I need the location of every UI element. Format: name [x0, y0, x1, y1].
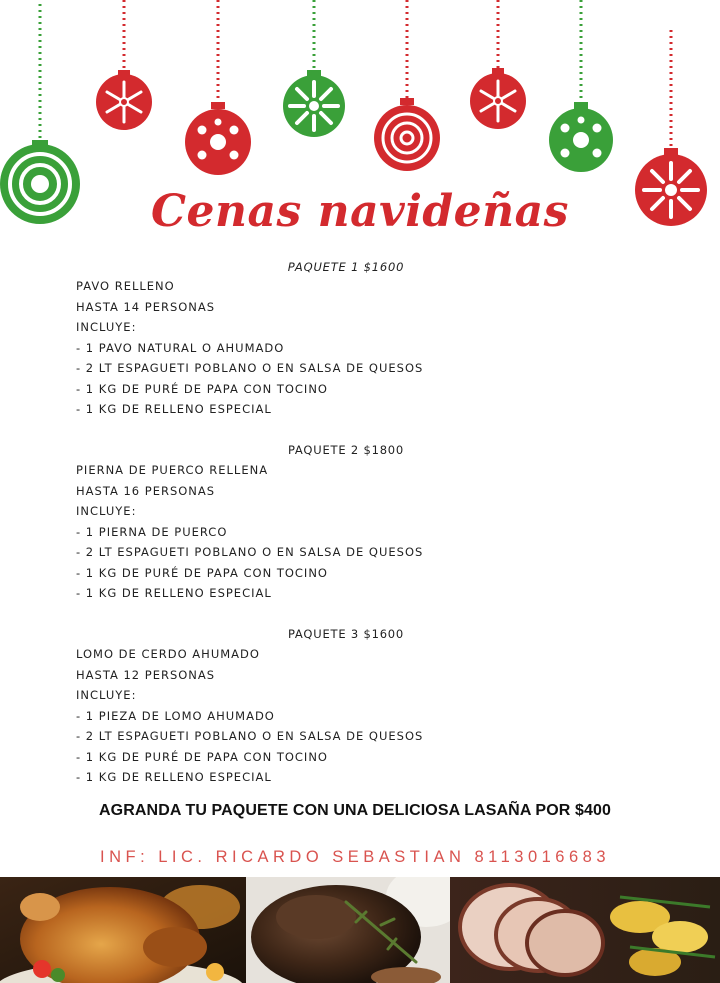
package-line: - 1 KG DE PURÉ DE PAPA CON TOCINO [76, 565, 328, 580]
red-snowflake-ornament-icon [470, 0, 526, 129]
package-line: INCLUYE: [76, 504, 137, 518]
roast-turkey-photo [0, 877, 246, 983]
package-3-details [76, 644, 423, 788]
red-dotted-ornament-icon [185, 0, 251, 175]
package-line: - 1 KG DE PURÉ DE PAPA CON TOCINO [76, 749, 328, 764]
package-line: PIERNA DE PUERCO RELLENA [76, 463, 269, 477]
package-line: - 1 PAVO NATURAL O AHUMADO [76, 340, 285, 355]
package-line: INCLUYE: [76, 688, 137, 702]
red-target-ornament-icon [374, 0, 440, 171]
package-2-header: PAQUETE 2 $1800 [287, 443, 405, 457]
package-1-header: PAQUETE 1 $1600 [287, 260, 405, 274]
package-line: - 2 LT ESPAGUETI POBLANO O EN SALSA DE QUESOS [76, 545, 424, 559]
contact-info: INF: LIC. RICARDO SEBASTIAN 8113016683 [100, 848, 610, 866]
package-line: - 1 KG DE RELLENO ESPECIAL [76, 402, 272, 416]
package-1-details [76, 276, 423, 420]
green-star-ornament-icon [283, 0, 345, 137]
green-dotted-ornament-icon [549, 0, 613, 172]
smoked-pork-loin-photo [450, 877, 720, 983]
package-line: - 1 KG DE RELLENO ESPECIAL [76, 586, 272, 600]
package-line: HASTA 16 PERSONAS [76, 483, 216, 498]
page-title: Cenas navideñas [151, 186, 569, 237]
red-snowflake-ornament-icon [96, 0, 152, 130]
lasagna-promo: AGRANDA TU PAQUETE CON UNA DELICIOSA LASAÑA POR $400 [99, 802, 611, 819]
package-2-details [76, 460, 423, 604]
package-line: HASTA 14 PERSONAS [76, 299, 216, 314]
package-line: - 2 LT ESPAGUETI POBLANO O EN SALSA DE QUESOS [76, 729, 424, 743]
package-line: HASTA 12 PERSONAS [76, 667, 216, 682]
package-line: PAVO RELLENO [76, 279, 175, 293]
package-line: - 1 PIERNA DE PUERCO [76, 524, 228, 539]
package-3-header: PAQUETE 3 $1600 [287, 627, 405, 641]
pork-leg-photo [246, 877, 450, 983]
package-line: LOMO DE CERDO AHUMADO [76, 647, 260, 661]
package-line: - 2 LT ESPAGUETI POBLANO O EN SALSA DE QUESOS [76, 361, 424, 375]
package-line: - 1 KG DE RELLENO ESPECIAL [76, 770, 272, 784]
package-line: - 1 PIEZA DE LOMO AHUMADO [76, 708, 275, 723]
package-line: INCLUYE: [76, 320, 137, 334]
package-line: - 1 KG DE PURÉ DE PAPA CON TOCINO [76, 381, 328, 396]
food-photos-strip [0, 877, 720, 983]
